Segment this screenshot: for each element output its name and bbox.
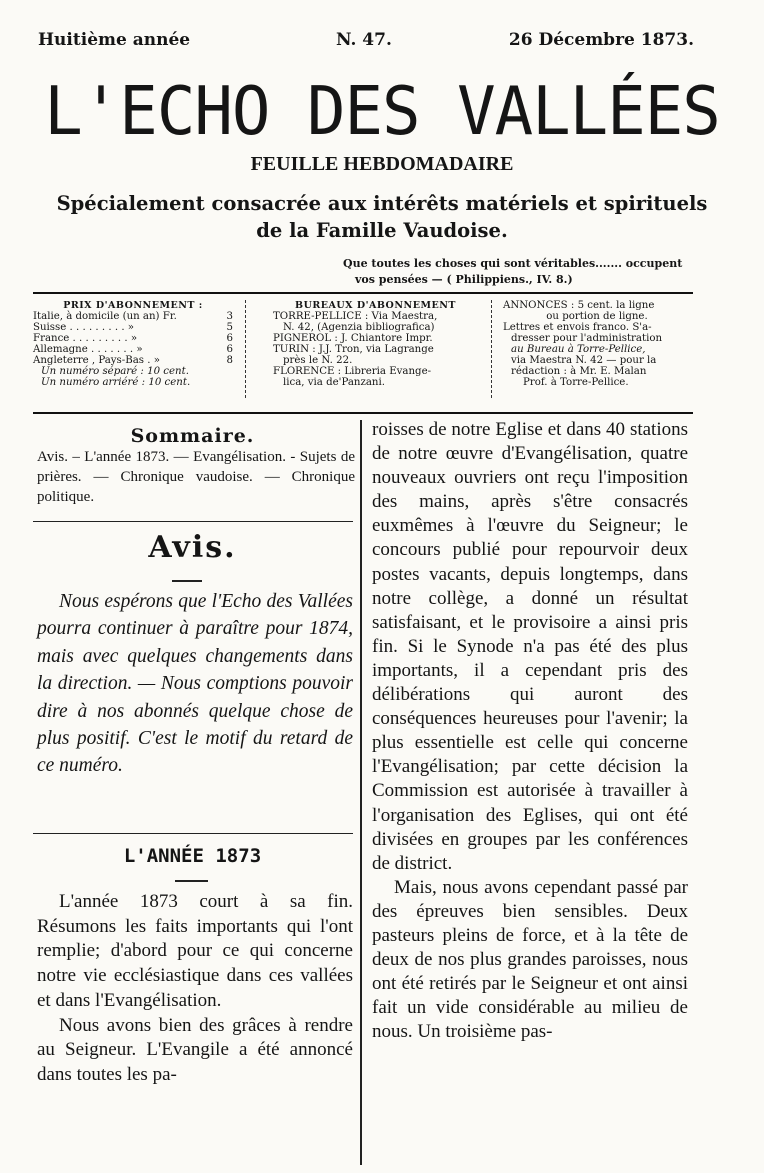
office-line: près le N. 22. bbox=[283, 355, 353, 366]
section-rule bbox=[33, 521, 353, 522]
subscription-prices bbox=[33, 300, 233, 400]
article-paragraph: Mais, nous avons cependant passé par des épreuves bien sensibles. Deux pasteurs pleins de force, et à la tête de deux de nos plus grandes paroisses, nous ont été retirés par le Seigneur et ont ainsi fait un vide considérable au milieu de nous. Un troisième pas- bbox=[372, 876, 688, 1043]
offices-heading: BUREAUX D'ABONNEMENT bbox=[295, 300, 456, 311]
sommaire-text: Avis. – L'année 1873. — Evangélisation. - Sujets de prières. — Chronique vaudoise. — Chronique politique. bbox=[37, 449, 355, 505]
office-line: TURIN : J.J. Tron, via Lagrange bbox=[273, 344, 434, 355]
article-paragraph: L'année 1873 court à sa fin. Résumons les faits importants qui l'ont remplie; d'abord pour ce qui concerne notre vie ecclésiastique dans ces vallées et dans l'Evangélisation. bbox=[37, 891, 353, 1011]
price-row: Allemagne . . . . . . . » 6 bbox=[33, 344, 233, 355]
issue-number: N. 47. bbox=[336, 30, 392, 50]
office-line: N. 42, (Agenzia bibliografica) bbox=[283, 322, 435, 333]
avis-text: Nous espérons que l'Echo des Vallées pourra continuer à paraître pour 1874, mais avec quelques changements dans la direction. — Nous comptions pouvoir dire à nos abonnés quelque chose de plus positif. C'est le motif du retard de ce numéro. bbox=[37, 591, 353, 777]
sommaire-heading: Sommaire. bbox=[130, 425, 255, 447]
announce-line: dresser pour l'administration bbox=[511, 333, 663, 344]
announce-line: Prof. à Torre-Pellice. bbox=[523, 377, 629, 388]
newspaper-tagline bbox=[0, 190, 764, 244]
office-line: TORRE-PELLICE : Via Maestra, bbox=[273, 311, 438, 322]
avis-heading: Avis. bbox=[148, 530, 237, 565]
annee-article-right bbox=[372, 418, 688, 1044]
edition-year: Huitième année bbox=[38, 30, 191, 50]
subscription-info-box bbox=[33, 300, 693, 410]
header-rule-top bbox=[33, 292, 693, 294]
announce-line: rédaction : à Mr. E. Malan bbox=[511, 366, 647, 377]
column-separator bbox=[360, 420, 362, 1165]
announce-line: au Bureau à Torre-Pellice, bbox=[511, 344, 646, 355]
price-row: France . . . . . . . . . » 6 bbox=[33, 333, 233, 344]
epigraph-line-2: vos pensées — ( Philippiens., IV. 8.) bbox=[355, 273, 573, 286]
header-rule-bottom bbox=[33, 412, 693, 414]
annee-heading: L'ANNÉE 1873 bbox=[123, 845, 262, 867]
price-row: Suisse . . . . . . . . . » 5 bbox=[33, 322, 233, 333]
issue-date: 26 Décembre 1873. bbox=[508, 30, 694, 50]
announce-line: ou portion de ligne. bbox=[546, 311, 648, 322]
annee-dash bbox=[175, 880, 208, 882]
newspaper-title: L'ECHO DES VALLÉES bbox=[44, 73, 720, 151]
announce-line: via Maestra N. 42 — pour la bbox=[511, 355, 657, 366]
single-issue-price: Un numéro séparé : 10 cent. bbox=[41, 366, 189, 377]
newspaper-subtitle: FEUILLE HEBDOMADAIRE bbox=[250, 153, 514, 175]
epigraph-line-1: Que toutes les choses qui sont véritables....... occupent bbox=[343, 257, 683, 270]
tagline-line-2: de la Famille Vaudoise. bbox=[256, 219, 508, 242]
avis-dash bbox=[172, 580, 202, 582]
article-paragraph: Nous avons bien des grâces à rendre au Seigneur. L'Evangile a été annoncé dans toutes les pa- bbox=[37, 1014, 353, 1085]
price-row: Angleterre , Pays-Bas . » 8 bbox=[33, 355, 233, 366]
subscription-offices bbox=[273, 300, 478, 400]
subscription-heading: PRIX D'ABONNEMENT : bbox=[63, 300, 203, 311]
office-line: PIGNEROL : J. Chiantore Impr. bbox=[273, 333, 433, 344]
announcements-info bbox=[503, 300, 691, 400]
announce-line: ANNONCES : 5 cent. la ligne bbox=[503, 300, 655, 311]
tagline-line-1: Spécialement consacrée aux intérêts matériels et spirituels bbox=[56, 192, 708, 215]
back-issue-price: Un numéro arriéré : 10 cent. bbox=[41, 377, 191, 388]
office-line: FLORENCE : Libreria Evange- bbox=[273, 366, 432, 377]
article-paragraph: roisses de notre Eglise et dans 40 stations de notre œuvre d'Evangélisation, quatre nouveaux ouvriers ont reçu l'imposition des mains, après s'être consacrés euxmêmes à l'œuvre du Seigneur; le concours publié pour repourvoir deux postes vacants, depuis longtemps, dans notre collège, a donné un résultat satisfaisant, et le provisoire a ainsi pris fin. Si le Synode n'a pas été des plus importants, il a cependant pris des délibérations qui auront des conséquences heureuses pour l'avenir; la plus essentielle est celle qui concerne l'Evangélisation; par cette décision la Commission est autorisée à travailler à l'organisation des Eglises, qui ont été divisées en groupes par les conférences de district. bbox=[372, 419, 688, 874]
masthead-top-line bbox=[38, 30, 694, 52]
office-line: lica, via de'Panzani. bbox=[283, 377, 385, 388]
epigraph bbox=[343, 256, 688, 288]
section-rule bbox=[33, 833, 353, 834]
announce-line: Lettres et envois franco. S'a- bbox=[503, 322, 652, 333]
info-separator bbox=[491, 300, 493, 398]
price-row: Italie, à domicile (un an) Fr. 3 bbox=[33, 311, 233, 322]
annee-article-left bbox=[37, 890, 353, 1088]
info-separator bbox=[245, 300, 247, 398]
